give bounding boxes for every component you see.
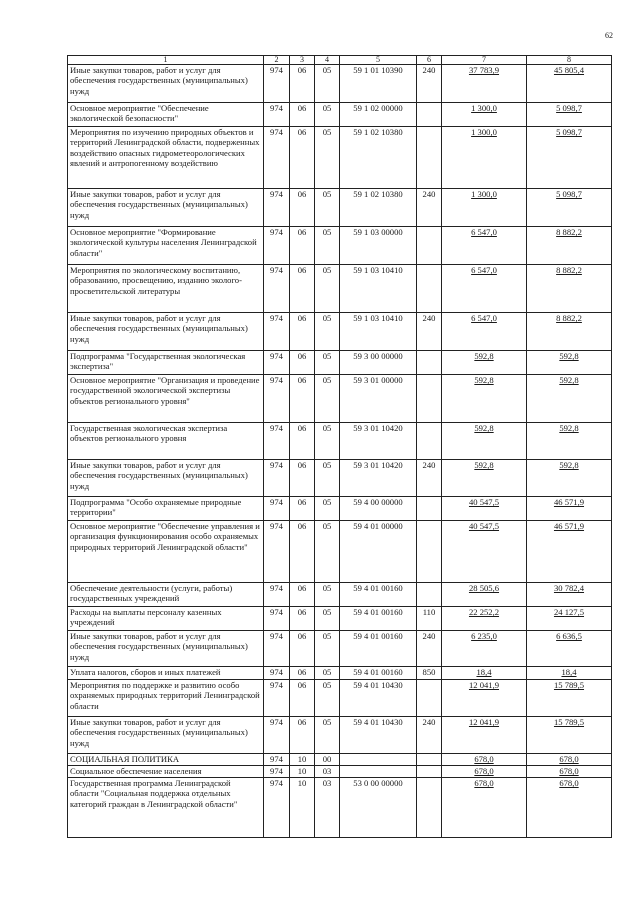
row-name-cell: Основное мероприятие "Обеспечение экологической безопасности" xyxy=(68,103,264,127)
amount-value: 1 300,0 xyxy=(471,127,497,137)
section-code-cell: 06 xyxy=(290,265,315,313)
amount-year-2-cell xyxy=(527,607,612,631)
ministry-code-cell: 974 xyxy=(264,754,290,766)
section-code-cell: 06 xyxy=(290,375,315,423)
header-col-7: 7 xyxy=(442,56,527,65)
target-article-cell xyxy=(340,766,417,778)
subsection-code-cell: 05 xyxy=(315,375,340,423)
row-name-cell: Иные закупки товаров, работ и услуг для обеспечения государственных (муниципальных) нужд xyxy=(68,65,264,103)
table-row xyxy=(68,351,612,375)
amount-year-1-cell xyxy=(442,351,527,375)
header-col-5: 5 xyxy=(340,56,417,65)
budget-table xyxy=(67,55,612,838)
amount-value: 45 805,4 xyxy=(553,65,585,75)
table-row xyxy=(68,680,612,717)
amount-year-1-cell xyxy=(442,313,527,351)
subsection-code-cell: 05 xyxy=(315,460,340,497)
amount-value: 30 782,4 xyxy=(553,583,585,593)
expense-type-cell: 240 xyxy=(417,65,442,103)
amount-value: 678,0 xyxy=(474,766,494,776)
amount-value: 12 041,9 xyxy=(468,680,500,690)
table-row xyxy=(68,583,612,607)
amount-value: 678,0 xyxy=(474,778,494,788)
amount-year-1-cell xyxy=(442,607,527,631)
subsection-code-cell: 05 xyxy=(315,497,340,521)
subsection-code-cell: 05 xyxy=(315,607,340,631)
amount-year-2-cell xyxy=(527,583,612,607)
section-code-cell: 06 xyxy=(290,497,315,521)
section-code-cell: 06 xyxy=(290,460,315,497)
expense-type-cell: 240 xyxy=(417,717,442,754)
section-code-cell: 06 xyxy=(290,351,315,375)
amount-value: 8 882,2 xyxy=(556,313,582,323)
amount-value: 592,8 xyxy=(474,460,494,470)
subsection-code-cell: 05 xyxy=(315,127,340,189)
table-row xyxy=(68,717,612,754)
amount-value: 15 789,5 xyxy=(553,717,585,727)
amount-year-1-cell xyxy=(442,497,527,521)
amount-year-1-cell xyxy=(442,583,527,607)
subsection-code-cell: 05 xyxy=(315,65,340,103)
ministry-code-cell: 974 xyxy=(264,667,290,680)
amount-value: 6 235,0 xyxy=(471,631,497,641)
amount-year-2-cell xyxy=(527,521,612,583)
row-name-cell: Обеспечение деятельности (услуги, работы) государственных учреждений xyxy=(68,583,264,607)
amount-year-1-cell xyxy=(442,460,527,497)
amount-value: 592,8 xyxy=(559,375,579,385)
target-article-cell: 59 1 03 10410 xyxy=(340,265,417,313)
row-name-cell: Подпрограмма "Особо охраняемые природные территории" xyxy=(68,497,264,521)
amount-year-1-cell xyxy=(442,103,527,127)
amount-value: 592,8 xyxy=(559,460,579,470)
amount-year-2-cell xyxy=(527,127,612,189)
amount-year-1-cell xyxy=(442,631,527,667)
table-row xyxy=(68,766,612,778)
section-code-cell: 10 xyxy=(290,766,315,778)
subsection-code-cell: 05 xyxy=(315,189,340,227)
row-name-cell: Социальное обеспечение населения xyxy=(68,766,264,778)
target-article-cell: 59 4 01 00160 xyxy=(340,607,417,631)
amount-year-2-cell xyxy=(527,717,612,754)
target-article-cell xyxy=(340,754,417,766)
amount-value: 15 789,5 xyxy=(553,680,585,690)
ministry-code-cell: 974 xyxy=(264,103,290,127)
expense-type-cell: 240 xyxy=(417,189,442,227)
amount-value: 40 547,5 xyxy=(468,521,500,531)
row-name-cell: Иные закупки товаров, работ и услуг для обеспечения государственных (муниципальных) нужд xyxy=(68,460,264,497)
section-code-cell: 06 xyxy=(290,103,315,127)
amount-year-2-cell xyxy=(527,754,612,766)
amount-year-2-cell xyxy=(527,423,612,460)
amount-year-2-cell xyxy=(527,103,612,127)
header-col-1: 1 xyxy=(68,56,264,65)
row-name-cell: Уплата налогов, сборов и иных платежей xyxy=(68,667,264,680)
target-article-cell: 59 4 01 10430 xyxy=(340,717,417,754)
amount-value: 18,4 xyxy=(476,667,492,677)
row-name-cell: Государственная экологическая экспертиза объектов регионального уровня xyxy=(68,423,264,460)
amount-year-1-cell xyxy=(442,717,527,754)
amount-value: 5 098,7 xyxy=(556,189,582,199)
amount-value: 1 300,0 xyxy=(471,103,497,113)
subsection-code-cell: 05 xyxy=(315,631,340,667)
amount-year-1-cell xyxy=(442,127,527,189)
amount-value: 40 547,5 xyxy=(468,497,500,507)
amount-value: 46 571,9 xyxy=(553,521,585,531)
table-row xyxy=(68,227,612,265)
ministry-code-cell: 974 xyxy=(264,65,290,103)
expense-type-cell: 240 xyxy=(417,313,442,351)
amount-value: 8 882,2 xyxy=(556,227,582,237)
amount-year-2-cell xyxy=(527,497,612,521)
table-row xyxy=(68,265,612,313)
target-article-cell: 59 1 02 00000 xyxy=(340,103,417,127)
target-article-cell: 59 4 01 00160 xyxy=(340,583,417,607)
ministry-code-cell: 974 xyxy=(264,313,290,351)
row-name-cell: Иные закупки товаров, работ и услуг для обеспечения государственных (муниципальных) нужд xyxy=(68,189,264,227)
expense-type-cell: 240 xyxy=(417,631,442,667)
amount-year-1-cell xyxy=(442,667,527,680)
amount-year-2-cell xyxy=(527,667,612,680)
expense-type-cell xyxy=(417,766,442,778)
row-name-cell: Иные закупки товаров, работ и услуг для обеспечения государственных (муниципальных) нужд xyxy=(68,313,264,351)
amount-value: 22 252,2 xyxy=(468,607,500,617)
ministry-code-cell: 974 xyxy=(264,265,290,313)
ministry-code-cell: 974 xyxy=(264,423,290,460)
expense-type-cell xyxy=(417,680,442,717)
expense-type-cell xyxy=(417,583,442,607)
header-col-3: 3 xyxy=(290,56,315,65)
ministry-code-cell: 974 xyxy=(264,351,290,375)
amount-year-1-cell xyxy=(442,265,527,313)
expense-type-cell xyxy=(417,351,442,375)
section-code-cell: 06 xyxy=(290,717,315,754)
section-code-cell: 06 xyxy=(290,127,315,189)
subsection-code-cell: 05 xyxy=(315,717,340,754)
ministry-code-cell: 974 xyxy=(264,766,290,778)
section-code-cell: 10 xyxy=(290,778,315,838)
amount-value: 8 882,2 xyxy=(556,265,582,275)
amount-value: 592,8 xyxy=(474,351,494,361)
header-col-4: 4 xyxy=(315,56,340,65)
subsection-code-cell: 05 xyxy=(315,667,340,680)
subsection-code-cell: 03 xyxy=(315,766,340,778)
row-name-cell: Подпрограмма "Государственная экологическая экспертиза" xyxy=(68,351,264,375)
table-row xyxy=(68,375,612,423)
amount-value: 678,0 xyxy=(559,766,579,776)
amount-value: 5 098,7 xyxy=(556,127,582,137)
section-code-cell: 06 xyxy=(290,227,315,265)
target-article-cell: 59 4 01 10430 xyxy=(340,680,417,717)
table-row xyxy=(68,189,612,227)
table-row xyxy=(68,631,612,667)
amount-value: 6 547,0 xyxy=(471,227,497,237)
expense-type-cell xyxy=(417,521,442,583)
expense-type-cell xyxy=(417,375,442,423)
subsection-code-cell: 05 xyxy=(315,265,340,313)
amount-value: 18,4 xyxy=(561,667,577,677)
header-col-2: 2 xyxy=(264,56,290,65)
expense-type-cell xyxy=(417,227,442,265)
section-code-cell: 06 xyxy=(290,680,315,717)
amount-year-2-cell xyxy=(527,680,612,717)
section-code-cell: 10 xyxy=(290,754,315,766)
target-article-cell: 59 4 01 00160 xyxy=(340,631,417,667)
target-article-cell: 59 4 00 00000 xyxy=(340,497,417,521)
target-article-cell: 59 1 02 10380 xyxy=(340,127,417,189)
target-article-cell: 59 4 01 00000 xyxy=(340,521,417,583)
table-body xyxy=(68,65,612,838)
target-article-cell: 59 3 01 10420 xyxy=(340,423,417,460)
amount-value: 12 041,9 xyxy=(468,717,500,727)
amount-value: 6 636,5 xyxy=(556,631,582,641)
amount-year-1-cell xyxy=(442,227,527,265)
row-name-cell: СОЦИАЛЬНАЯ ПОЛИТИКА xyxy=(68,754,264,766)
amount-year-2-cell xyxy=(527,766,612,778)
target-article-cell: 59 4 01 00160 xyxy=(340,667,417,680)
table-row xyxy=(68,521,612,583)
target-article-cell: 59 1 01 10390 xyxy=(340,65,417,103)
amount-year-2-cell xyxy=(527,227,612,265)
table-row xyxy=(68,778,612,838)
amount-year-1-cell xyxy=(442,521,527,583)
ministry-code-cell: 974 xyxy=(264,631,290,667)
ministry-code-cell: 974 xyxy=(264,521,290,583)
row-name-cell: Мероприятия по поддержке и развитию особо охраняемых природных территорий Ленинградской области xyxy=(68,680,264,717)
ministry-code-cell: 974 xyxy=(264,583,290,607)
subsection-code-cell: 05 xyxy=(315,680,340,717)
expense-type-cell: 110 xyxy=(417,607,442,631)
section-code-cell: 06 xyxy=(290,423,315,460)
expense-type-cell xyxy=(417,754,442,766)
table-row xyxy=(68,65,612,103)
amount-year-2-cell xyxy=(527,375,612,423)
amount-value: 37 783,9 xyxy=(468,65,500,75)
header-col-8: 8 xyxy=(527,56,612,65)
amount-year-1-cell xyxy=(442,65,527,103)
ministry-code-cell: 974 xyxy=(264,127,290,189)
target-article-cell: 59 3 00 00000 xyxy=(340,351,417,375)
section-code-cell: 06 xyxy=(290,65,315,103)
table-row xyxy=(68,313,612,351)
section-code-cell: 06 xyxy=(290,313,315,351)
subsection-code-cell: 05 xyxy=(315,103,340,127)
table-row xyxy=(68,607,612,631)
amount-year-1-cell xyxy=(442,778,527,838)
subsection-code-cell: 05 xyxy=(315,313,340,351)
row-name-cell: Государственная программа Ленинградской области "Социальная поддержка отдельных категорий граждан в Ленинградской области" xyxy=(68,778,264,838)
section-code-cell: 06 xyxy=(290,667,315,680)
subsection-code-cell: 05 xyxy=(315,583,340,607)
row-name-cell: Основное мероприятие "Организация и проведение государственной экологической экспертизы объектов регионального уровня" xyxy=(68,375,264,423)
subsection-code-cell: 05 xyxy=(315,521,340,583)
amount-value: 1 300,0 xyxy=(471,189,497,199)
amount-year-1-cell xyxy=(442,189,527,227)
subsection-code-cell: 05 xyxy=(315,227,340,265)
amount-year-2-cell xyxy=(527,631,612,667)
target-article-cell: 59 3 01 10420 xyxy=(340,460,417,497)
subsection-code-cell: 05 xyxy=(315,423,340,460)
amount-year-2-cell xyxy=(527,351,612,375)
amount-value: 5 098,7 xyxy=(556,103,582,113)
amount-value: 46 571,9 xyxy=(553,497,585,507)
expense-type-cell xyxy=(417,103,442,127)
expense-type-cell xyxy=(417,423,442,460)
table-row xyxy=(68,754,612,766)
amount-value: 24 127,5 xyxy=(553,607,585,617)
target-article-cell: 59 3 01 00000 xyxy=(340,375,417,423)
section-code-cell: 06 xyxy=(290,521,315,583)
page-number: 62 xyxy=(605,31,613,40)
ministry-code-cell: 974 xyxy=(264,227,290,265)
amount-year-2-cell xyxy=(527,460,612,497)
subsection-code-cell: 03 xyxy=(315,778,340,838)
table-row xyxy=(68,423,612,460)
expense-type-cell xyxy=(417,127,442,189)
row-name-cell: Мероприятия по экологическому воспитанию, образованию, просвещению, изданию эколого-просветительской литературы xyxy=(68,265,264,313)
expense-type-cell: 240 xyxy=(417,460,442,497)
amount-year-2-cell xyxy=(527,65,612,103)
target-article-cell: 53 0 00 00000 xyxy=(340,778,417,838)
ministry-code-cell: 974 xyxy=(264,607,290,631)
amount-value: 6 547,0 xyxy=(471,313,497,323)
amount-value: 592,8 xyxy=(474,423,494,433)
table-row xyxy=(68,103,612,127)
ministry-code-cell: 974 xyxy=(264,189,290,227)
amount-year-1-cell xyxy=(442,766,527,778)
target-article-cell: 59 1 02 10380 xyxy=(340,189,417,227)
section-code-cell: 06 xyxy=(290,631,315,667)
target-article-cell: 59 1 03 00000 xyxy=(340,227,417,265)
row-name-cell: Иные закупки товаров, работ и услуг для обеспечения государственных (муниципальных) нужд xyxy=(68,717,264,754)
amount-value: 678,0 xyxy=(474,754,494,764)
amount-value: 592,8 xyxy=(474,375,494,385)
ministry-code-cell: 974 xyxy=(264,778,290,838)
amount-year-1-cell xyxy=(442,423,527,460)
row-name-cell: Расходы на выплаты персоналу казенных учреждений xyxy=(68,607,264,631)
amount-value: 6 547,0 xyxy=(471,265,497,275)
subsection-code-cell: 05 xyxy=(315,351,340,375)
amount-year-2-cell xyxy=(527,313,612,351)
amount-year-1-cell xyxy=(442,680,527,717)
amount-year-1-cell xyxy=(442,375,527,423)
ministry-code-cell: 974 xyxy=(264,680,290,717)
ministry-code-cell: 974 xyxy=(264,375,290,423)
expense-type-cell xyxy=(417,497,442,521)
ministry-code-cell: 974 xyxy=(264,497,290,521)
section-code-cell: 06 xyxy=(290,583,315,607)
row-name-cell: Мероприятия по изучению природных объектов и территорий Ленинградской области, подверженных воздействию опасных гидрометеорологических явлений и антропогенному воздействию xyxy=(68,127,264,189)
amount-year-2-cell xyxy=(527,189,612,227)
subsection-code-cell: 00 xyxy=(315,754,340,766)
ministry-code-cell: 974 xyxy=(264,460,290,497)
section-code-cell: 06 xyxy=(290,189,315,227)
table-row xyxy=(68,127,612,189)
row-name-cell: Основное мероприятие "Формирование экологической культуры населения Ленинградской области" xyxy=(68,227,264,265)
expense-type-cell xyxy=(417,265,442,313)
amount-value: 678,0 xyxy=(559,778,579,788)
expense-type-cell: 850 xyxy=(417,667,442,680)
amount-value: 592,8 xyxy=(559,351,579,361)
amount-year-2-cell xyxy=(527,265,612,313)
table-row xyxy=(68,460,612,497)
header-row xyxy=(68,56,612,65)
amount-value: 592,8 xyxy=(559,423,579,433)
row-name-cell: Иные закупки товаров, работ и услуг для обеспечения государственных (муниципальных) нужд xyxy=(68,631,264,667)
expense-type-cell xyxy=(417,778,442,838)
amount-year-1-cell xyxy=(442,754,527,766)
table-row xyxy=(68,667,612,680)
section-code-cell: 06 xyxy=(290,607,315,631)
ministry-code-cell: 974 xyxy=(264,717,290,754)
row-name-cell: Основное мероприятие "Обеспечение управления и организация функционирования особо охраняемых природных территорий Ленинградской области" xyxy=(68,521,264,583)
amount-value: 678,0 xyxy=(559,754,579,764)
amount-year-2-cell xyxy=(527,778,612,838)
header-col-6: 6 xyxy=(417,56,442,65)
target-article-cell: 59 1 03 10410 xyxy=(340,313,417,351)
amount-value: 28 505,6 xyxy=(468,583,500,593)
table-row xyxy=(68,497,612,521)
